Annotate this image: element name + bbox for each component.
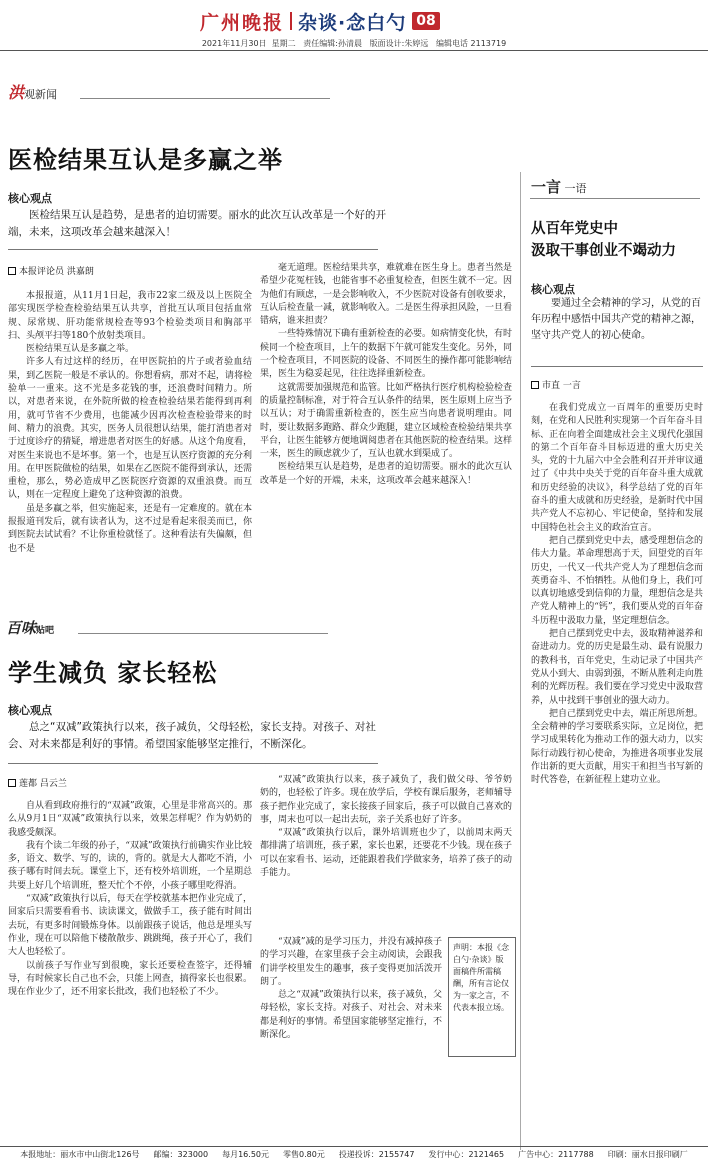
column-logo-rule — [530, 198, 700, 199]
paragraph: 把自己摆到党史中去，感受理想信念的伟大力量。革命理想高于天，回望党的百年历史，一代又一代共产党人为了理想信念而英勇奋斗、不怕牺牲。从他们身上，我们可以真切地感受到信仰的力量，理想信念是共产党人精神上的“钙”，我们要从党的百年奋斗历程中汲取力量，坚定理想信念。 — [531, 535, 703, 626]
paragraph: “双减”政策执行以后，课外培训班也少了，以前周末两天都排满了培训班，孩子累，家长也累，还要花不少钱。现在孩子可以在家看书、运动，还能跟着我们学做家务，培养了孩子的动手能力。 — [260, 828, 512, 879]
column-logo-big: 洪 — [8, 83, 25, 102]
column-logo-hong — [8, 80, 57, 103]
column-logo-small: 观新闻 — [24, 88, 58, 101]
article2-byline-text: 莲都 吕云兰 — [19, 779, 67, 789]
page-number: 08 — [412, 12, 439, 30]
paragraph: 总之“双减”政策执行以来，孩子减负，父母轻松，家长支持。对孩子、对社会、对未来都是利好的事情。希望国家能够坚定推行，不断深化。 — [260, 990, 442, 1041]
article3-byline — [531, 378, 581, 391]
footer-distribution: 发行中心：2121465 — [428, 1149, 505, 1159]
footer-delivery: 投递投诉：2155747 — [338, 1149, 415, 1159]
article1-rule — [8, 249, 378, 250]
article2-column-1 — [8, 800, 252, 1142]
column-logo-rule — [78, 633, 328, 634]
paragraph: 许多人有过这样的经历，在甲医院拍的片子或者验血结果，到乙医院一般是不承认的。你想看病，那对不起，请将检验单一一重来。这不光是多花钱的事，还浪费时间精力。所以，对患者来说，在外院所做的检查检验结果若能得到再利用，就可节省不少费用，也能减少因再次检查检验带来的时间、精力的浪费。其实，医务人员很想认结果，能打消患者对于过度诊疗的猜疑，增进患者对医生的好感。从这个角度看，对医生来说也不是坏事。第一个，也是互认医疗资源的充分利用。在甲医院做检的结果，如果在乙医院不能得到承认，还需重检，那么，势必造成甲乙医院医疗资源的双重浪费。而互认，则在一定程度上避免了这种资源的浪费。 — [8, 357, 252, 501]
article3-title-line2: 汲取干事创业不竭动力 — [531, 243, 676, 259]
paragraph: 在我们党成立一百周年的重要历史时刻，在党和人民胜利实现第一个百年奋斗目标、正在向着全面建成社会主义现代化强国的第二个百年奋斗目标迈进的重大历史关头，党的十九届六中全会胜利召开并审议通过了《中共中央关于党的百年奋斗重大成就和历史经验的决议》，科学总结了党的百年奋斗的重大成就和历史经验，是新时代中国共产党人不忘初心、牢记使命，坚持和发展中国特色社会主义的政治宣言。 — [531, 403, 703, 533]
footer-ads: 广告中心：2117788 — [518, 1149, 594, 1159]
column-logo-big: 百味 — [6, 619, 37, 637]
column-logo-big: 一言 — [531, 178, 562, 196]
footer — [0, 1146, 708, 1161]
article2-column-2b — [260, 936, 442, 1142]
byline-square-icon — [8, 267, 16, 275]
paragraph: 我有个读二年级的孙子，“双减”政策执行前确实作业比较多，语文、数学、写的，读的，背的。就是大人都吃不消，小孩子哪有时间去玩。课堂上下，还有校外培训班，一个星期总共要上好几个培训班，整天忙个不停，小孩子哪里吃得消。 — [8, 840, 252, 891]
footer-postcode: 邮编：323000 — [153, 1149, 209, 1159]
paragraph: 毫无道理。医检结果共享，难就难在医生身上。患者当然是希望少花冤枉钱，也能省事不必重复检查，但医生就不一定。因为他们有顾虑，一是会影响收入，不少医院对设备有创收要求，互认后检查量一减，就影响收入。二是医生得承担风险，一旦看错病，谁来担责？ — [260, 263, 512, 327]
article2-column-2a — [260, 774, 512, 934]
article3-title-line1: 从百年党史中 — [531, 221, 618, 237]
paragraph: 把自己摆到党史中去，端正所思所想。全会精神的学习要联系实际，立足岗位，把学习成果转化为推动工作的强大动力，以实际行动践行初心使命，为推进各项事业发展作出新的更大贡献，用实干和担当书写新的时代答卷，在新征程上建功立业。 — [531, 708, 703, 786]
footer-retail: 零售0.80元 — [283, 1149, 325, 1159]
article3-body — [531, 402, 703, 1140]
paragraph: 医检结果互认是趋势，是患者的迫切需要。丽水的此次互认改革是一个好的开端，未来，这项改革会越来越深入！ — [260, 462, 512, 486]
paper-name: 广州晚报 — [200, 11, 285, 34]
byline-square-icon — [531, 381, 539, 389]
article3-byline-text: 市直 一言 — [542, 381, 581, 391]
paragraph: “双减”政策执行以来，孩子减负了，我们做父母、爷爷奶奶的，也轻松了许多。现在放学后，学校有课后服务，老师辅导孩子把作业完成了，家长接孩子回家后，孩子可以做自己喜欢的事，周末也可以一起出去玩，亲子关系也好了许多。 — [260, 775, 512, 825]
paragraph: 一些特殊情况下确有重新检查的必要。如病情变化快，有时候同一个检查项目，上午的数据下午就可能发生变化。另外，同一个检查项目，不同医院的设备、不同医生的操作都可能影响结果，医生为稳妥起见，往往选择重新检查。 — [260, 329, 512, 380]
editor: 责任编辑:孙清晨 — [303, 39, 362, 48]
paragraph: 虽是多赢之举，但实施起来，还是有一定难度的。就在本报报道刊发后，就有读者认为，这不过是看起来很美而已，你到医院去试试看？不让你重检就怪了。这种看法有失偏颇，但也不是 — [8, 503, 252, 554]
article1-column-1 — [8, 290, 252, 610]
dateline — [0, 38, 708, 49]
column-logo-small: 贴吧 — [36, 626, 55, 636]
editor-phone: 编辑电话 2113719 — [435, 39, 507, 48]
article1-lead: 医检结果互认是趋势，是患者的迫切需要。丽水的此次互认改革是一个好的开端，未来，这项改革会越来越深入！ — [8, 209, 386, 238]
article2-byline — [8, 776, 67, 789]
article1-title: 医检结果互认是多赢之举 — [8, 146, 283, 174]
paragraph: 本报报道，从11月1日起，我市22家二级及以上医院全部实现医学检查检验结果互认共享，首批互认项目包括血常规、尿常规、肝功能常规检查等93个检验类项目和胸部平扫、头颅平扫等180个放射类项目。 — [8, 291, 252, 341]
footer-price: 每月16.50元 — [222, 1149, 269, 1159]
article3-title — [531, 218, 676, 262]
column-logo-yiyan — [531, 176, 587, 197]
column-logo-rule — [80, 98, 330, 99]
footer-printer: 印刷：丽水日报印刷厂 — [607, 1149, 688, 1159]
weekday: 星期二 — [271, 39, 296, 48]
article1-column-2 — [260, 262, 512, 610]
section-name: 杂谈·念白勺 — [298, 11, 407, 34]
masthead-divider — [290, 12, 292, 30]
paragraph: “双减”政策执行以后，每天在学校就基本把作业完成了，回家后只需要看看书、读读课文，做做手工，孩子能有时间出去玩，有更多时间锻炼身体。以前跟孩子说话，他总是埋头写作业，现在可以陪他下楼散散步、跳跳绳，孩子开心了，我们大人也轻松了。 — [8, 894, 252, 958]
article3-rule — [531, 366, 703, 367]
article2-title: 学生减负 家长轻松 — [8, 659, 218, 687]
paragraph: 自从看到政府推行的“双减”政策，心里是非常高兴的。那么从9月1日“双减”政策执行以来，效果怎样呢？作为奶奶的我感受颇深。 — [8, 801, 252, 838]
paragraph: 把自己摆到党史中去，汲取精神滋养和奋进动力。党的历史是最生动、最有说服力的教科书，百年党史，生动记录了中国共产党从小到大、由弱到强，不断从胜利走向胜利的光辉历程。我们要在学习党史中汲取营养，从中找到干事创业的强大动力。 — [531, 629, 703, 706]
paragraph: 这就需要加强规范和监管。比如严格执行医疗机构检验检查的质量控制标准，对于符合互认条件的结果，医生原则上应当予以互认；对于确需重新检查的，医生应当向患者说明理由。同时，要让数据多跑路、群众少跑腿，建立区域检查检验结果共享平台，让医生能够方便地调阅患者在其他医院的检查结果。这样一来，医生的顾虑就少了，互认也就水到渠成了。 — [260, 382, 512, 460]
paragraph: 医检结果互认是多赢之举。 — [26, 344, 135, 355]
masthead-rule — [0, 50, 708, 51]
article2-lead: 总之“双减”政策执行以来，孩子减负，父母轻松，家长支持。对孩子、对社会、对未来都是利好的事情。希望国家能够坚定推行，不断深化。 — [8, 721, 376, 750]
column-logo-small: 一语 — [564, 182, 587, 195]
right-column-border — [520, 172, 521, 1150]
article1-byline-text: 本报评论员 洪嘉朗 — [19, 267, 94, 277]
article3-kicker: 核心观点 — [531, 283, 575, 296]
article1-kicker: 核心观点 — [8, 192, 52, 205]
disclaimer-box — [448, 937, 516, 1057]
column-logo-baiwei — [6, 617, 54, 638]
article2-kicker: 核心观点 — [8, 704, 52, 717]
footer-address: 本报地址：丽水市中山街北126号 — [20, 1149, 140, 1159]
article1-byline — [8, 264, 94, 277]
article2-rule — [8, 763, 378, 764]
paragraph: 以前孩子写作业写到很晚，家长还要检查签字，还得辅导，有时候家长自己也不会，只能上网查，搞得家长也很累。现在作业少了，还不用家长批改，我们也轻松了不少。 — [8, 960, 252, 998]
designer: 版面设计:朱婷远 — [369, 39, 429, 48]
article3-lead: 要通过全会精神的学习，从党的百年历程中感悟中国共产党的精神之源，坚守共产党人的初心使命。 — [531, 298, 701, 341]
masthead — [200, 8, 440, 34]
byline-square-icon — [8, 779, 16, 787]
paragraph: “双减”减的是学习压力，并没有减掉孩子的学习兴趣，在家里孩子会主动阅读，会跟我们讲学校里发生的趣事，孩子变得更加活泼开朗了。 — [260, 937, 442, 987]
issue-date: 2021年11月30日 — [201, 39, 267, 48]
disclaimer-text: 声明：本报《念白勺·杂谈》版面稿件所需稿酬，所有言论仅为一家之言，不代表本报立场。 — [453, 943, 509, 1012]
